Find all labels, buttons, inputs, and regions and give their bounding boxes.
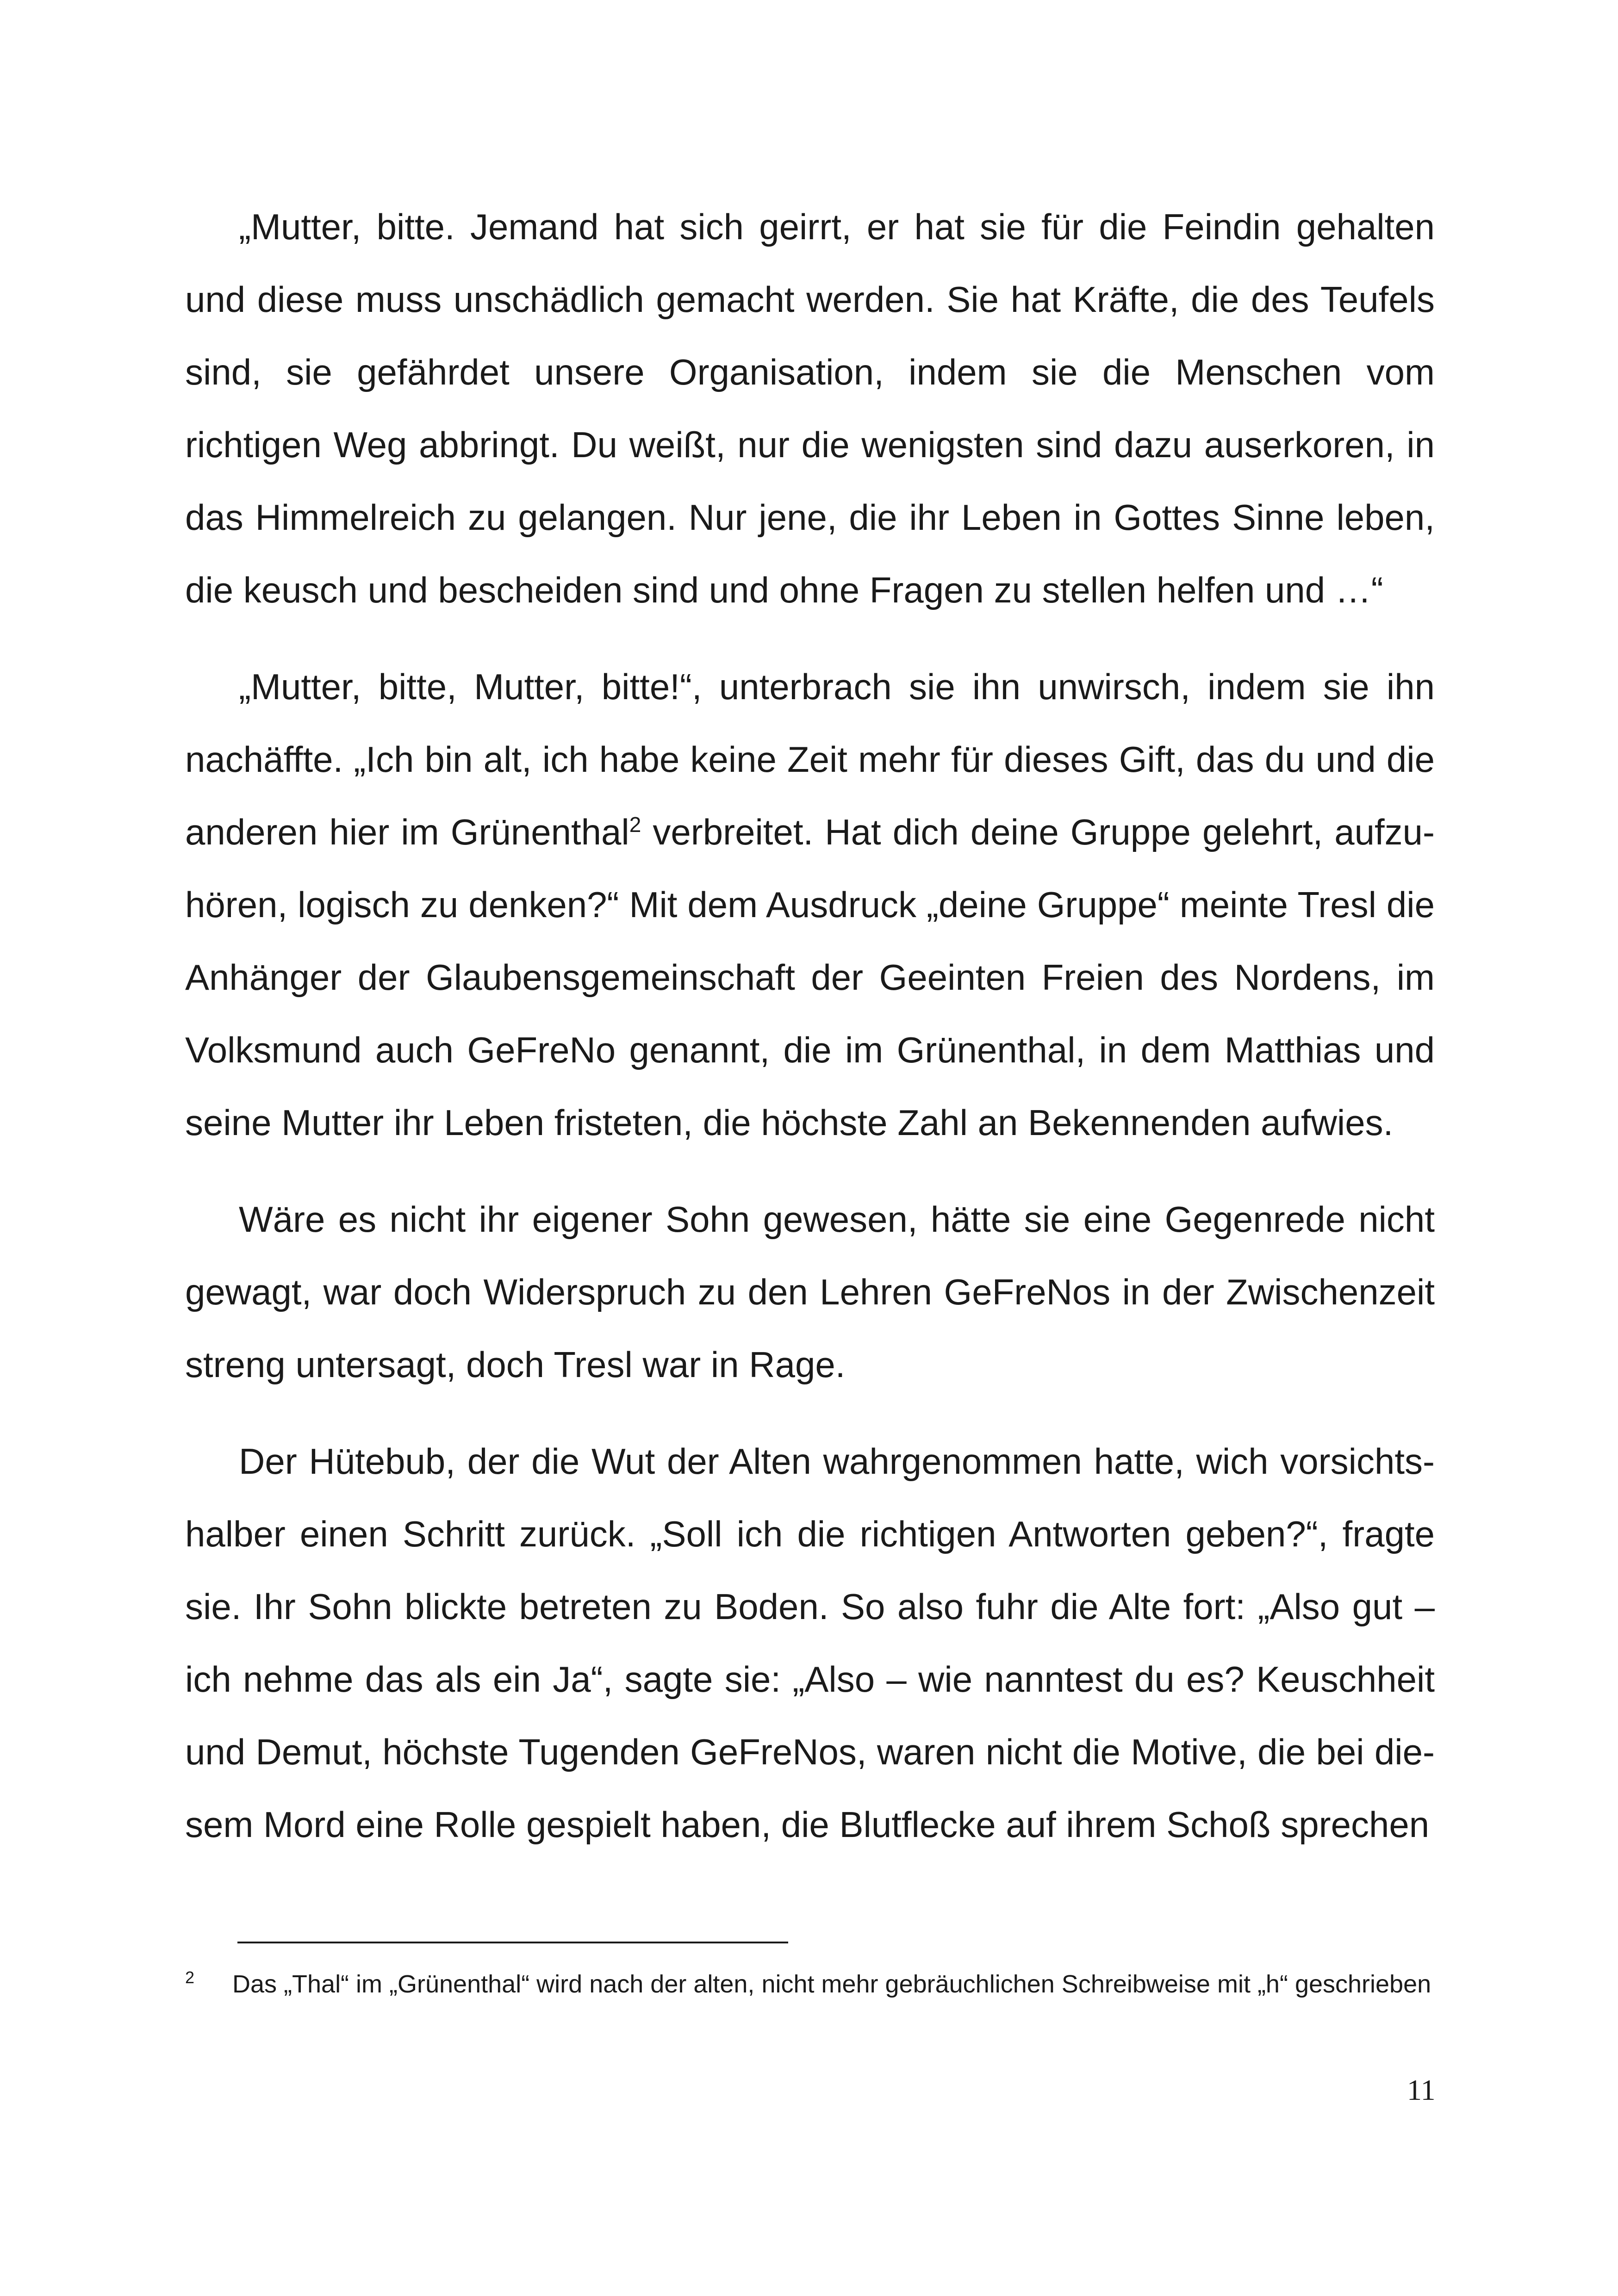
footnote-separator [237, 1942, 788, 1943]
footnote-text: Das „Thal“ im „Grünenthal“ wird nach der alten, nicht mehr gebräuchlichen Schreibweise mit „h“ geschrieben [232, 1970, 1431, 1998]
body-text [185, 191, 1435, 1885]
paragraph-1: „Mutter, bitte. Jemand hat sich geirrt, er hat sie für die Feindin gehalten und diese muss unschädlich gemacht werden. Sie hat Kräfte, die des Teufels sind, sie gefährdet unsere Organisation, indem sie die Menschen vom richtigen Weg abbringt. Du weißt, nur die wenigsten sind dazu auserkoren, in das Himmelreich zu gelangen. Nur jene, die ihr Leben in Gottes Sinne leben, die keusch und bescheiden sind und ohne Fragen zu stellen helfen und …“ [185, 206, 1435, 610]
paragraph-4: Der Hütebub, der die Wut der Alten wahrgenommen hatte, wich vorsichtshalber einen Schritt zurück. „Soll ich die richtigen Antworten geben?“, fragte sie. Ihr Sohn blickte betreten zu Boden. So also fuhr die Alte fort: „Also gut – ich nehme das als ein Ja“, sagte sie: „Also – wie nanntest du es? Keuschheit und Demut, höchste Tugenden GeFreNos, waren nicht die Motive, die bei diesem Mord eine Rolle gespielt haben, die Blutflecke auf ihrem Schoß sprechen [185, 1441, 1435, 1845]
footnote-reference[interactable]: 2 [629, 813, 641, 837]
footnote-number: 2 [185, 1968, 195, 1987]
paragraph-2 [185, 651, 1435, 1159]
page-number: 11 [1407, 2073, 1436, 2106]
paragraph-2-part-2: verbreitet. Hat dich deine Gruppe gelehrt, aufzuhören, logisch zu denken?“ Mit dem Ausdruck „deine Gruppe“ meinte Tresl die Anhänger der Glaubensgemeinschaft der Geeinten Freien des Nordens, im Volksmund auch GeFreNo genannt, die im Grünenthal, in dem Matthias und seine Mutter ihr Leben fristeten, die höchste Zahl an Bekennenden aufwies. [185, 812, 1435, 1143]
paragraph-3: Wäre es nicht ihr eigener Sohn gewesen, hätte sie eine Gegenrede nicht gewagt, war doch Widerspruch zu den Lehren GeFreNos in der Zwischenzeit streng untersagt, doch Tresl war in Rage. [185, 1199, 1435, 1385]
paragraph-2-part-1: „Mutter, bitte, Mutter, bitte!“, unterbrach sie ihn unwirsch, indem sie ihn nachäffte. „Ich bin alt, ich habe keine Zeit mehr für dieses Gift, das du und die anderen hier im Grünenthal [185, 666, 1435, 852]
footnote [185, 1964, 1435, 2004]
